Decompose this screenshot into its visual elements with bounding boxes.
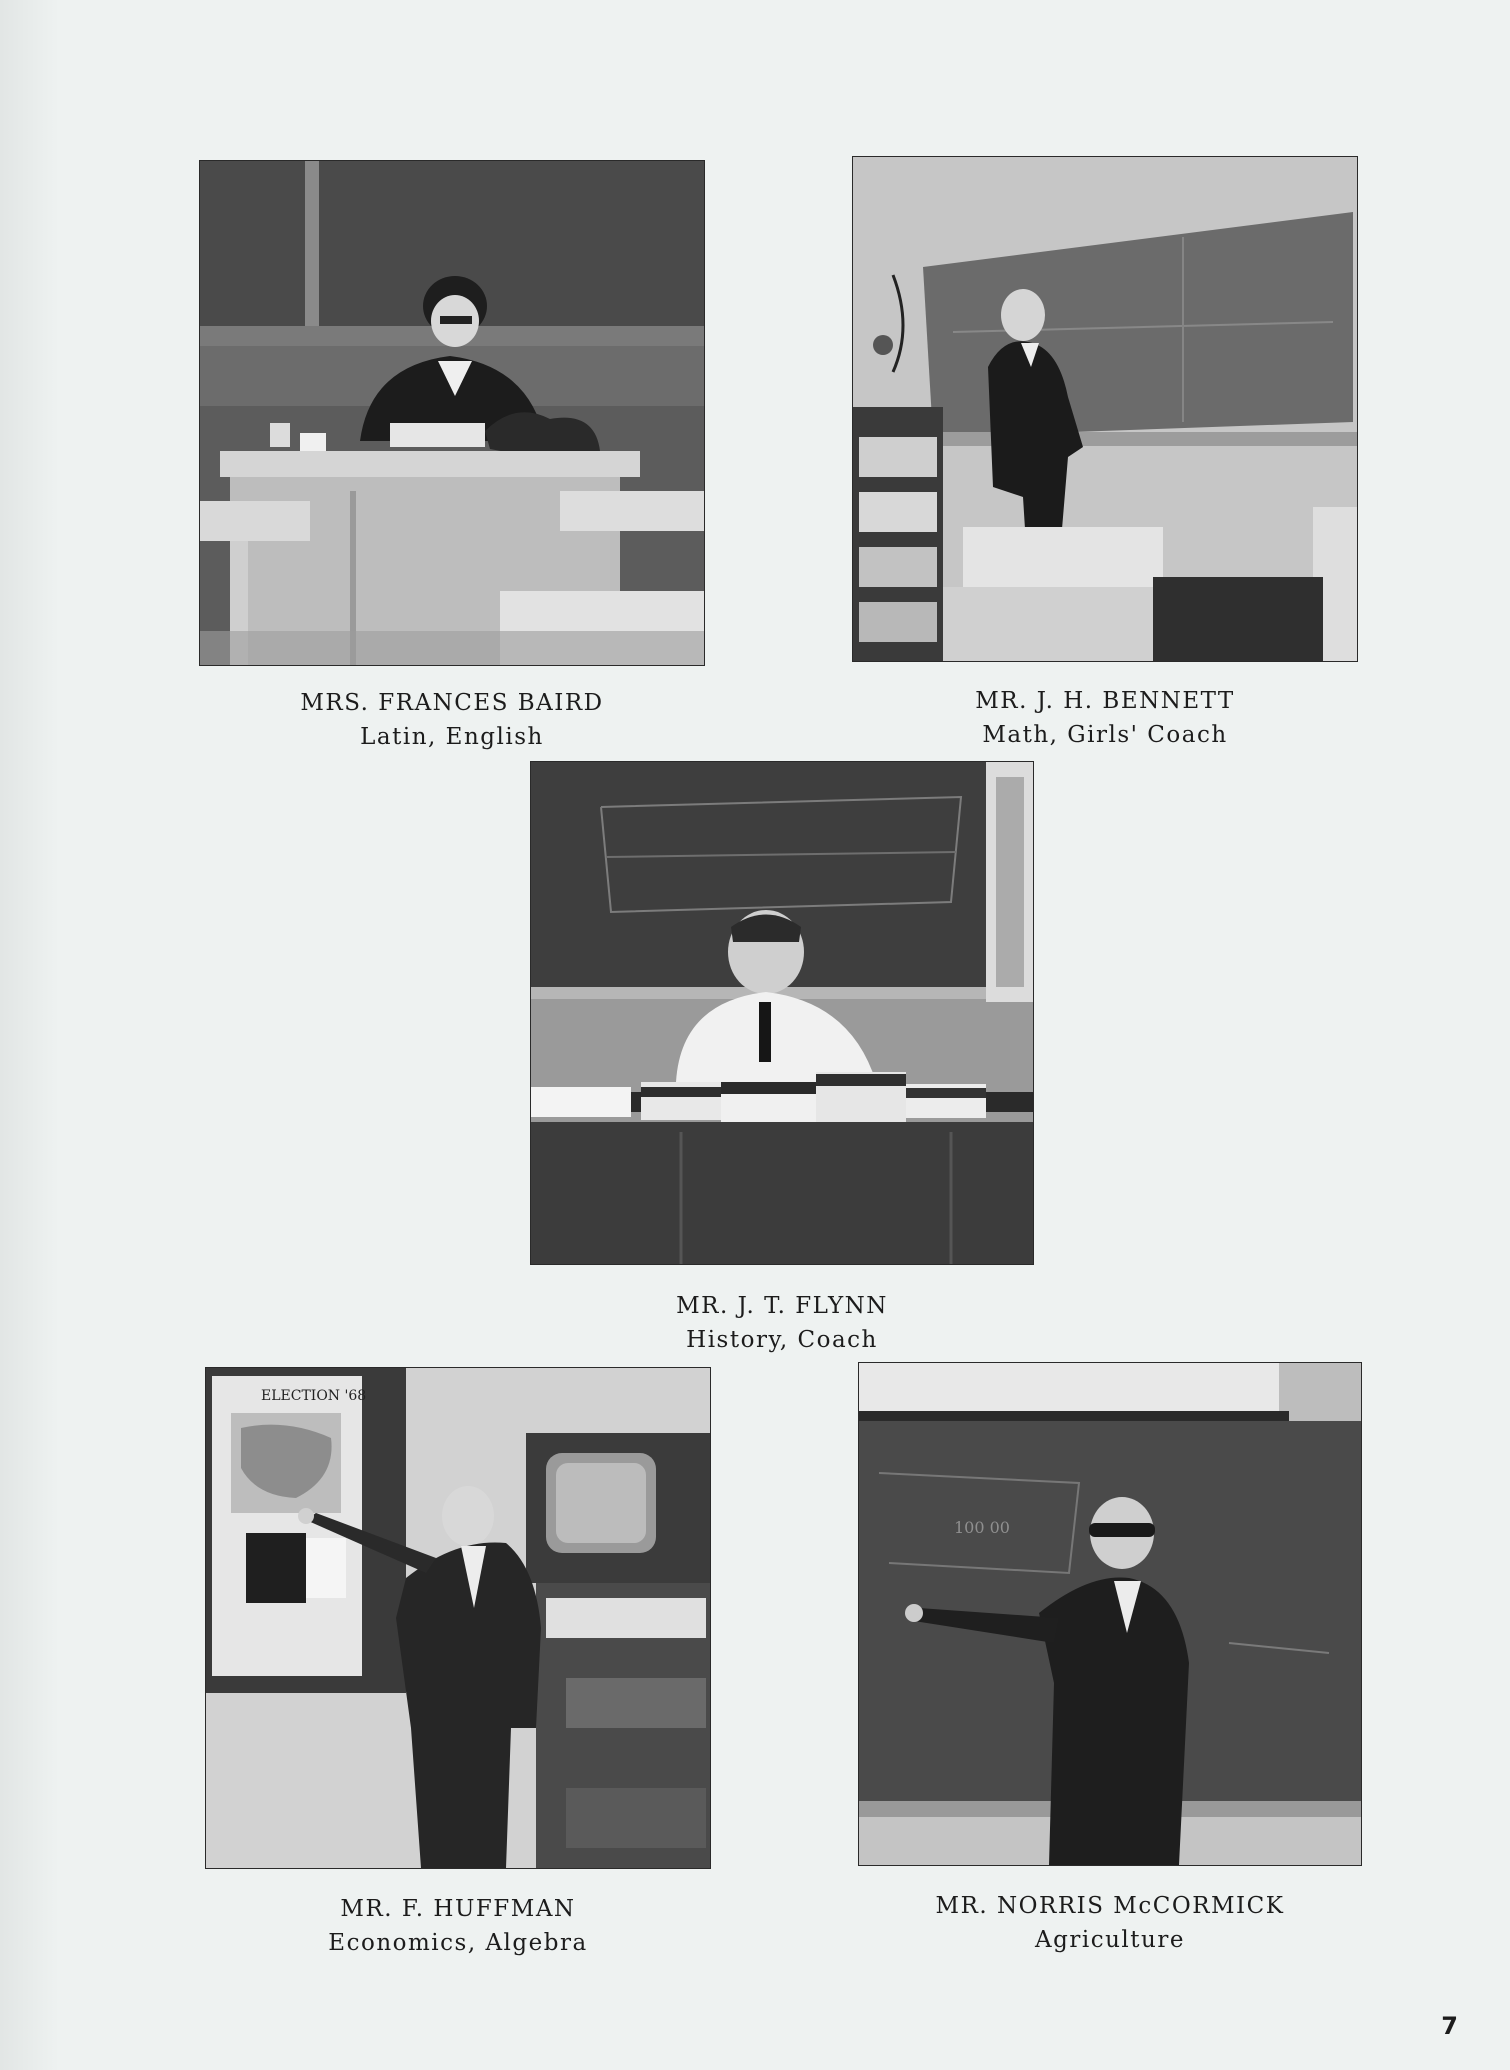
teacher-subjects: Agriculture	[1035, 1927, 1185, 1953]
photo-frances-baird	[200, 161, 704, 665]
caption-norris-mccormick	[859, 1889, 1361, 1957]
teacher-subjects: Math, Girls' Coach	[982, 722, 1228, 748]
caption-jh-bennett	[853, 684, 1357, 752]
teacher-subjects: Economics, Algebra	[328, 1930, 588, 1956]
photo-f-huffman	[206, 1368, 710, 1868]
chalkboard-numbers: 100 00	[954, 1518, 1010, 1537]
page-binding-shadow	[0, 0, 60, 2070]
teacher-name: MRS. FRANCES BAIRD	[300, 690, 604, 716]
teacher-subjects: History, Coach	[686, 1327, 878, 1353]
caption-jt-flynn	[531, 1289, 1033, 1357]
photo-jh-bennett	[853, 157, 1357, 661]
election-map-title: ELECTION '68	[261, 1388, 367, 1404]
teacher-name: MR. J. H. BENNETT	[975, 688, 1235, 714]
teacher-name: MR. F. HUFFMAN	[340, 1896, 576, 1922]
caption-frances-baird	[200, 686, 704, 754]
teacher-subjects: Latin, English	[360, 724, 544, 750]
photo-f-huffman-image	[206, 1368, 710, 1868]
photo-jt-flynn-image	[531, 762, 1033, 1264]
photo-frances-baird-image	[200, 161, 704, 665]
photo-jt-flynn	[531, 762, 1033, 1264]
page-number: 7	[1441, 2012, 1458, 2040]
photo-norris-mccormick	[859, 1363, 1361, 1865]
teacher-name: MR. J. T. FLYNN	[676, 1293, 888, 1319]
caption-f-huffman	[206, 1892, 710, 1960]
photo-jh-bennett-image	[853, 157, 1357, 661]
teacher-name: MR. NORRIS McCORMICK	[935, 1893, 1285, 1919]
photo-norris-mccormick-image	[859, 1363, 1361, 1865]
